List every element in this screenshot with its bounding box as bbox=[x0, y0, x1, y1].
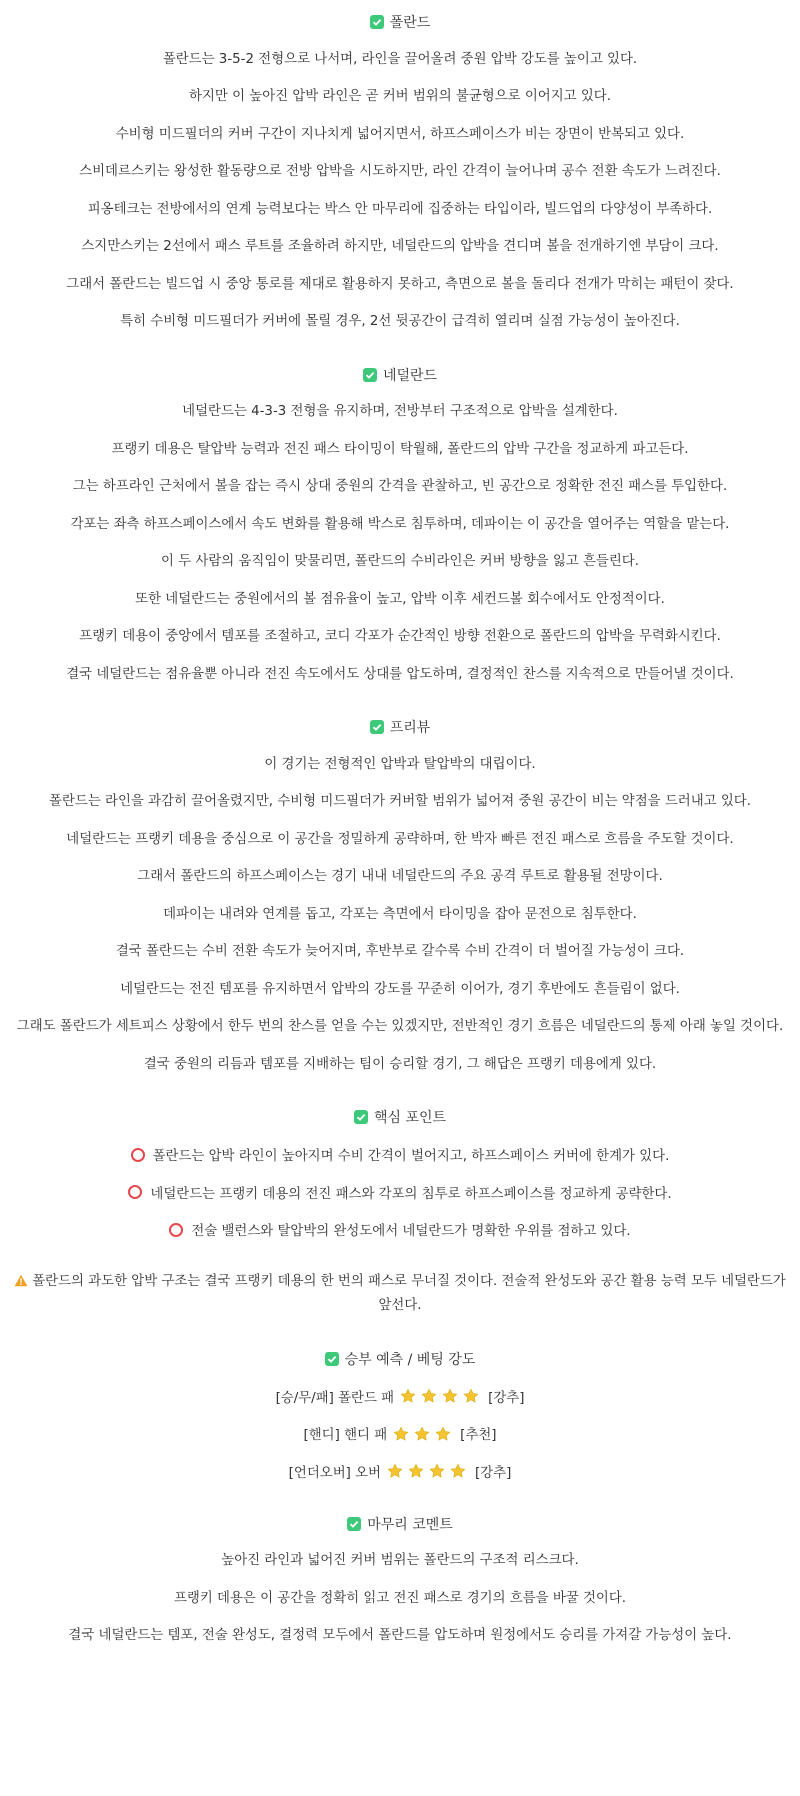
section-title: 폴란드 bbox=[389, 15, 431, 31]
key-point-item bbox=[0, 1144, 800, 1166]
prediction-label: [언더오버] 오버 bbox=[288, 1465, 381, 1481]
star-rating bbox=[400, 1388, 484, 1404]
paragraph: 결국 폴란드는 수비 전환 속도가 늦어지며, 후반부로 갈수록 수비 간격이 더 벌어질 가능성이 크다. bbox=[115, 944, 685, 959]
paragraph: 데파이는 내려와 연계를 돕고, 각포는 측면에서 타이밍을 잡아 문전으로 침투한다. bbox=[163, 906, 637, 922]
paragraph: 이 두 사람의 움직임이 맞물리면, 폴란드의 수비라인은 커버 방향을 잃고 흔들린다. bbox=[161, 554, 639, 569]
paragraph: 그래서 폴란드의 하프스페이스는 경기 내내 네덜란드의 주요 공격 루트로 활용될 전망이다. bbox=[137, 869, 663, 884]
check-icon bbox=[347, 1517, 361, 1531]
paragraph: 폴란드는 3-5-2 전형으로 나서며, 라인을 끌어올려 중원 압박 강도를 높이고 있다. bbox=[162, 51, 638, 67]
section-heading-netherlands bbox=[0, 364, 800, 386]
red-circle-icon bbox=[169, 1223, 183, 1237]
section-title: 핵심 포인트 bbox=[373, 1110, 447, 1126]
star-icon bbox=[429, 1463, 445, 1479]
section-closing bbox=[0, 1513, 800, 1648]
paragraph: 그래서 폴란드는 빌드업 시 중앙 통로를 제대로 활용하지 못하고, 측면으로 볼을 돌리다 전개가 막히는 패턴이 잦다. bbox=[66, 276, 734, 292]
prediction-tag: [추천] bbox=[460, 1428, 497, 1443]
paragraph: 하지만 이 높아진 압박 라인은 곧 커버 범위의 불균형으로 이어지고 있다. bbox=[189, 89, 611, 104]
key-point-item bbox=[0, 1219, 800, 1241]
warning-note bbox=[0, 1271, 800, 1317]
section-key-points bbox=[0, 1106, 800, 1241]
section-poland bbox=[0, 11, 800, 333]
section-title: 마무리 코멘트 bbox=[367, 1516, 453, 1533]
star-icon bbox=[393, 1426, 409, 1442]
paragraph: 이 경기는 전형적인 압박과 탈압박의 대립이다. bbox=[264, 756, 536, 772]
key-point-text: 폴란드는 압박 라인이 높아지며 수비 간격이 벌어지고, 하프스페이스 커버에 한계가 있다. bbox=[152, 1149, 670, 1164]
star-icon bbox=[414, 1426, 430, 1442]
paragraph: 프랭키 데용은 이 공간을 정확히 읽고 전진 패스로 경기의 흐름을 바꿀 것이다. bbox=[173, 1590, 627, 1606]
paragraph: 네덜란드는 전진 템포를 유지하면서 압박의 강도를 꾸준히 이어가, 경기 후반에도 흔들림이 없다. bbox=[120, 981, 680, 997]
prediction-row bbox=[0, 1423, 800, 1445]
paragraph: 높아진 라인과 넓어진 커버 범위는 폴란드의 구조적 리스크다. bbox=[221, 1553, 579, 1568]
section-heading-preview bbox=[0, 716, 800, 738]
star-icon bbox=[408, 1463, 424, 1479]
prediction-label: [핸디] 핸디 패 bbox=[303, 1428, 388, 1443]
paragraph: 폴란드는 라인을 과감히 끌어올렸지만, 수비형 미드필더가 커버할 범위가 넓어져 중원 공간이 비는 약점을 드러내고 있다. bbox=[49, 794, 751, 809]
star-icon bbox=[435, 1426, 451, 1442]
section-heading-prediction bbox=[0, 1348, 800, 1370]
star-rating bbox=[387, 1463, 471, 1479]
star-icon bbox=[463, 1388, 479, 1404]
paragraph: 결국 네덜란드는 점유율뿐 아니라 전진 속도에서도 상대를 압도하며, 결정적인 찬스를 지속적으로 만들어낼 것이다. bbox=[66, 666, 734, 682]
star-icon bbox=[421, 1388, 437, 1404]
paragraph: 결국 네덜란드는 템포, 전술 완성도, 결정력 모두에서 폴란드를 압도하며 원정에서도 승리를 가져갈 가능성이 높다. bbox=[68, 1628, 732, 1643]
section-heading-key-points bbox=[0, 1106, 800, 1128]
prediction-tag: [강추] bbox=[475, 1465, 512, 1481]
red-circle-icon bbox=[128, 1185, 142, 1199]
paragraph: 네덜란드는 4-3-3 전형을 유지하며, 전방부터 구조적으로 압박을 설계한다. bbox=[182, 404, 618, 419]
star-icon bbox=[442, 1388, 458, 1404]
paragraph: 프랭키 데용이 중앙에서 템포를 조절하고, 코디 각포가 순간적인 방향 전환으로 폴란드의 압박을 무력화시킨다. bbox=[79, 629, 721, 644]
star-icon bbox=[450, 1463, 466, 1479]
check-icon bbox=[370, 15, 384, 29]
check-icon bbox=[363, 368, 377, 382]
check-icon bbox=[354, 1110, 368, 1124]
section-heading-poland bbox=[0, 11, 800, 33]
prediction-row bbox=[0, 1460, 800, 1482]
key-point-item bbox=[0, 1181, 800, 1203]
paragraph: 수비형 미드필더의 커버 구간이 지나치게 넓어지면서, 하프스페이스가 비는 장면이 반복되고 있다. bbox=[115, 126, 685, 142]
star-rating bbox=[393, 1426, 456, 1442]
check-icon bbox=[325, 1352, 339, 1366]
paragraph: 스지만스키는 2선에서 패스 루트를 조율하려 하지만, 네덜란드의 압박을 견디며 볼을 전개하기엔 부담이 크다. bbox=[81, 239, 719, 254]
warning-text: 폴란드의 과도한 압박 구조는 결국 프랭키 데용의 한 번의 패스로 무너질 것이다. 전술적 완성도와 공간 활용 능력 모두 네덜란드가 앞선다. bbox=[32, 1274, 786, 1313]
paragraph: 스비데르스키는 왕성한 활동량으로 전방 압박을 시도하지만, 라인 간격이 늘어나며 공수 전환 속도가 느려진다. bbox=[79, 164, 721, 179]
paragraph: 또한 네덜란드는 중원에서의 볼 점유율이 높고, 압박 이후 세컨드볼 회수에서도 안정적이다. bbox=[135, 591, 665, 607]
paragraph: 그래도 폴란드가 세트피스 상황에서 한두 번의 찬스를 얻을 수는 있겠지만, 전반적인 경기 흐름은 네덜란드의 통제 아래 놓일 것이다. bbox=[16, 1019, 784, 1034]
paragraph: 결국 중원의 리듬과 템포를 지배하는 팀이 승리할 경기, 그 해답은 프랭키 데용에게 있다. bbox=[143, 1056, 657, 1072]
paragraph: 각포는 좌측 하프스페이스에서 속도 변화를 활용해 박스로 침투하며, 데파이는 이 공간을 열어주는 역할을 맡는다. bbox=[70, 516, 730, 532]
star-icon bbox=[400, 1388, 416, 1404]
section-title: 프리뷰 bbox=[389, 720, 431, 736]
paragraph: 네덜란드는 프랭키 데용을 중심으로 이 공간을 정밀하게 공략하며, 한 박자 빠른 전진 패스로 흐름을 주도할 것이다. bbox=[66, 831, 734, 847]
section-title: 승부 예측 / 베팅 강도 bbox=[344, 1351, 476, 1368]
paragraph: 그는 하프라인 근처에서 볼을 잡는 즉시 상대 중원의 간격을 관찰하고, 빈 공간으로 정확한 전진 패스를 투입한다. bbox=[72, 479, 728, 494]
section-title: 네덜란드 bbox=[382, 367, 438, 384]
prediction-tag: [강추] bbox=[488, 1390, 525, 1406]
prediction-row bbox=[0, 1385, 800, 1407]
paragraph: 특히 수비형 미드필더가 커버에 몰릴 경우, 2선 뒷공간이 급격히 열리며 실점 가능성이 높아진다. bbox=[120, 314, 680, 329]
prediction-label: [승/무/패] 폴란드 패 bbox=[275, 1390, 395, 1406]
key-point-text: 전술 밸런스와 탈압박의 완성도에서 네덜란드가 명확한 우위를 점하고 있다. bbox=[191, 1224, 631, 1239]
section-prediction bbox=[0, 1348, 800, 1483]
section-netherlands bbox=[0, 364, 800, 686]
star-icon bbox=[387, 1463, 403, 1479]
warning-icon bbox=[14, 1273, 28, 1295]
section-heading-closing bbox=[0, 1513, 800, 1535]
key-point-text: 네덜란드는 프랭키 데용의 전진 패스와 각포의 침투로 하프스페이스를 정교하게 공략한다. bbox=[150, 1186, 672, 1202]
section-preview bbox=[0, 716, 800, 1076]
red-circle-icon bbox=[131, 1148, 145, 1162]
paragraph: 프랭키 데용은 탈압박 능력과 전진 패스 타이밍이 탁월해, 폴란드의 압박 구간을 정교하게 파고든다. bbox=[111, 441, 689, 457]
paragraph: 피옹테크는 전방에서의 연계 능력보다는 박스 안 마무리에 집중하는 타입이라, 빌드업의 다양성이 부족하다. bbox=[87, 201, 713, 217]
check-icon bbox=[370, 720, 384, 734]
